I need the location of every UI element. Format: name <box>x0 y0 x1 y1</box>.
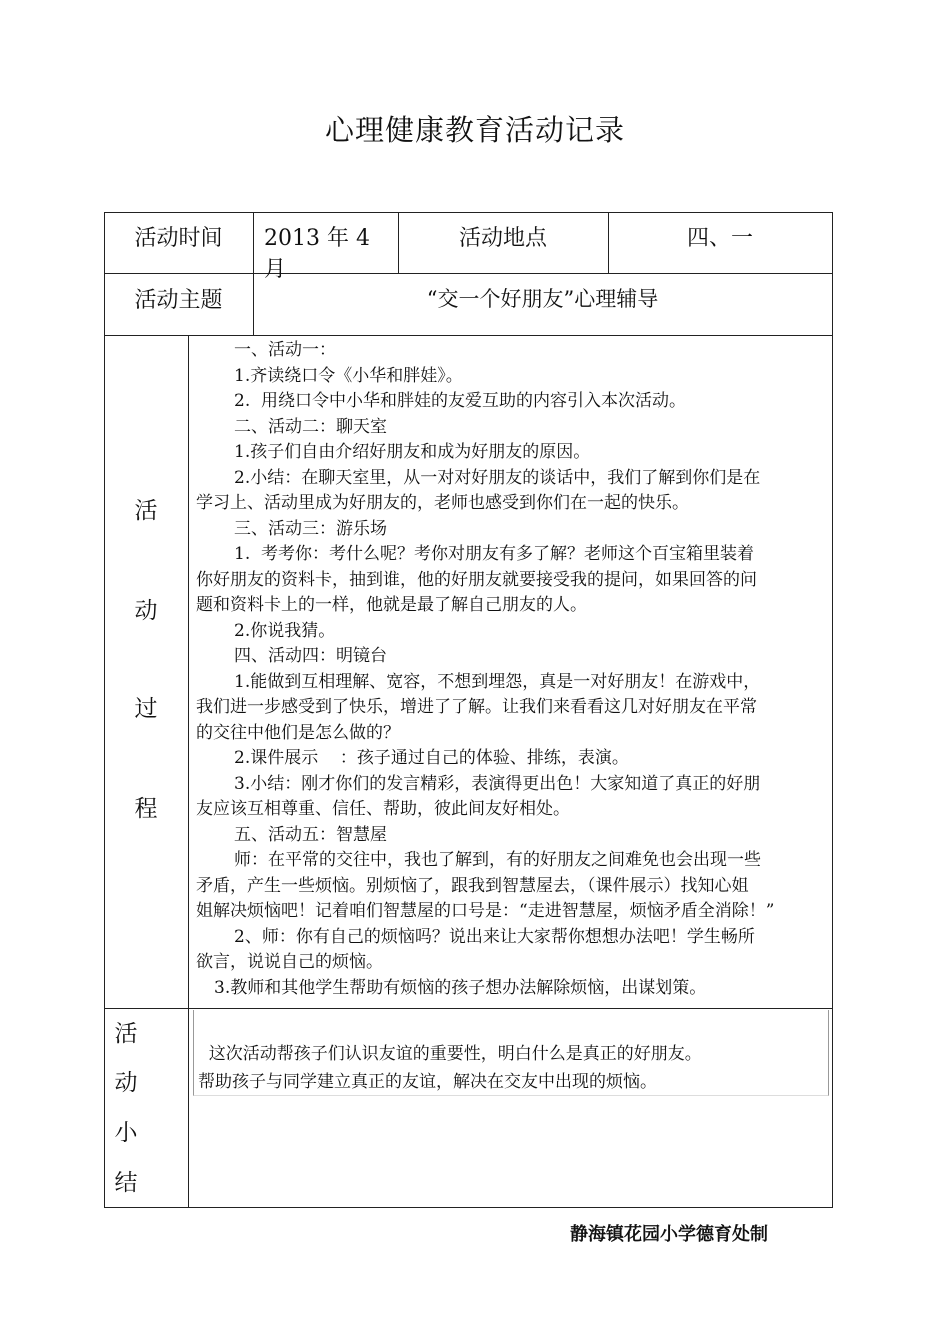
summary-label-char: 小 <box>114 1120 138 1146</box>
summary-label-char: 活 <box>114 1021 138 1047</box>
table-border-top <box>104 212 833 213</box>
process-line: 一、活动一： <box>234 340 336 360</box>
process-line: 1.能做到互相理解、宽容，不想到埋怨，真是一对好朋友！在游戏中， <box>234 671 761 692</box>
summary-content <box>198 1040 824 1096</box>
table-divider-row2 <box>104 335 833 336</box>
process-line: 四、活动四：明镜台 <box>234 646 387 666</box>
process-label-char: 动 <box>134 598 158 624</box>
process-line: 2.课件展示 ：孩子通过自己的体验、排练，表演。 <box>234 748 629 768</box>
process-line: 2、师：你有自己的烦恼吗？说出来让大家帮你想想办法吧！学生畅所 <box>234 926 755 947</box>
time-label: 活动时间 <box>134 226 223 251</box>
process-line: 三、活动三：游乐场 <box>234 518 387 539</box>
theme-value: “交一个好朋友”心理辅导 <box>426 287 659 311</box>
summary-line: 帮助孩子与同学建立真正的友谊，解决在交友中出现的烦恼。 <box>198 1072 657 1092</box>
table-divider-col1 <box>253 212 254 336</box>
process-line: 1.齐读绕口令《小华和胖娃》。 <box>234 365 463 386</box>
process-line: 1. 考考你：考什么呢？考你对朋友有多了解？老师这个百宝箱里装着 <box>234 544 755 564</box>
process-line: 姐解决烦恼吧！记着咱们智慧屋的口号是：“走进智慧屋，烦恼矛盾全消除！” <box>196 901 775 921</box>
footer-issuer: 静海镇花园小学德育处制 <box>570 1224 768 1245</box>
process-label-char: 活 <box>134 498 158 524</box>
process-line: 友应该互相尊重、信任、帮助，彼此间友好相处。 <box>196 799 570 819</box>
process-line: 3.小结：刚才你们的发言精彩，表演得更出色！大家知道了真正的好朋 <box>234 773 761 794</box>
process-line: 3.教师和其他学生帮助有烦恼的孩子想办法解除烦恼，出谋划策。 <box>214 977 707 998</box>
process-line: 2.你说我猜。 <box>234 620 336 641</box>
place-value: 四、一 <box>686 226 753 251</box>
table-divider-row1 <box>104 273 833 274</box>
process-line: 二、活动二：聊天室 <box>234 416 387 437</box>
process-line: 矛盾，产生一些烦恼。别烦恼了，跟我到智慧屋去，（课件展示）找知心姐 <box>196 875 749 896</box>
process-label-char: 过 <box>134 696 158 722</box>
process-line: 题和资料卡上的一样，他就是最了解自己朋友的人。 <box>196 595 587 615</box>
process-line: 1.孩子们自由介绍好朋友和成为好朋友的原因。 <box>234 442 591 462</box>
time-value: 2013 年 4 月 <box>264 226 370 282</box>
process-line: 师：在平常的交往中，我也了解到，有的好朋友之间难免也会出现一些 <box>234 850 761 870</box>
table-divider-row3 <box>104 1008 833 1009</box>
process-line: 五、活动五：智慧屋 <box>234 824 387 845</box>
process-line: 欲言，说说自己的烦恼。 <box>196 952 383 972</box>
process-line: 2.小结：在聊天室里，从一对对好朋友的谈话中，我们了解到你们是在 <box>234 467 761 488</box>
page-title: 心理健康教育活动记录 <box>324 113 625 147</box>
process-content <box>196 338 826 1001</box>
process-line: 你好朋友的资料卡，抽到谁，他的好朋友就要接受我的提问，如果回答的问 <box>196 569 757 590</box>
theme-label: 活动主题 <box>134 288 223 313</box>
process-label-char: 程 <box>134 796 158 822</box>
place-label: 活动地点 <box>458 226 547 251</box>
table-divider-labelcol <box>188 335 189 1208</box>
summary-line: 这次活动帮孩子们认识友谊的重要性，明白什么是真正的好朋友。 <box>198 1044 702 1064</box>
summary-label-char: 结 <box>114 1170 138 1196</box>
table-border-left <box>104 212 105 1208</box>
table-border-bottom <box>104 1207 833 1208</box>
process-line: 2. 用绕口令中小华和胖娃的友爱互助的内容引入本次活动。 <box>234 391 687 411</box>
process-line: 的交往中他们是怎么做的？ <box>196 722 400 743</box>
table-border-right <box>832 212 833 1208</box>
summary-label-char: 动 <box>114 1070 138 1096</box>
process-line: 我们进一步感受到了快乐，增进了了解。让我们来看看这几对好朋友在平常 <box>196 697 757 717</box>
process-line: 学习上、活动里成为好朋友的，老师也感受到你们在一起的快乐。 <box>196 493 689 513</box>
